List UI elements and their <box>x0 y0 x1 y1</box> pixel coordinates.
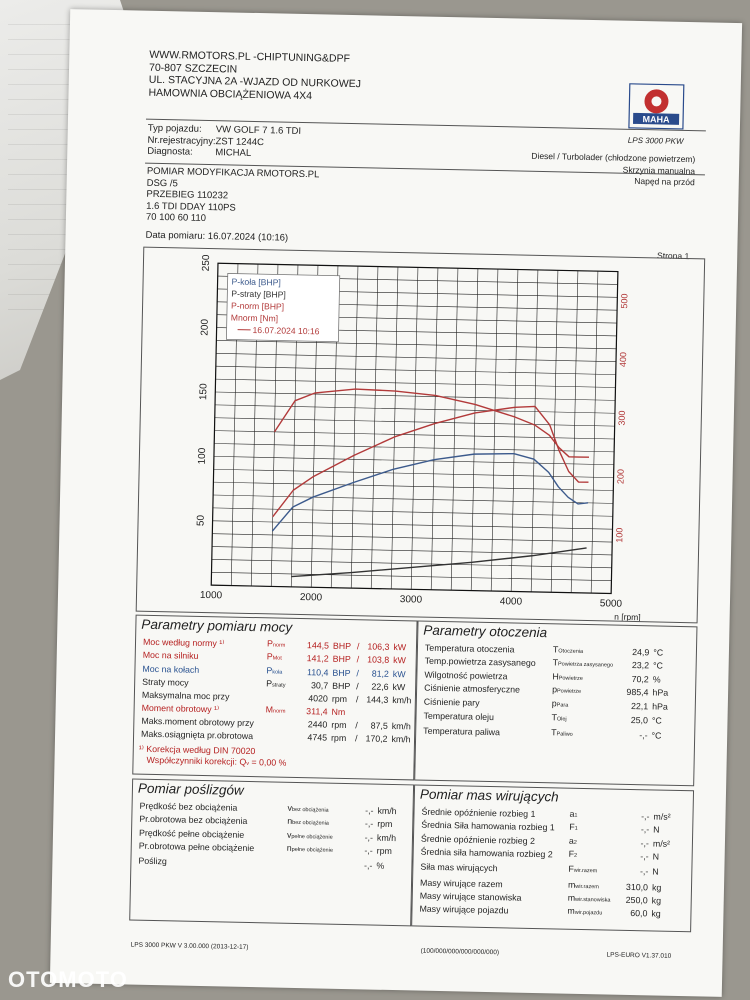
env-row-value: 70,2 <box>631 673 649 685</box>
inertia-row-label: Średnie opóźnienie rozbieg 1 <box>421 806 536 819</box>
inertia-section <box>417 787 673 922</box>
slip-row-symbol <box>285 803 345 818</box>
env-row-symbol <box>549 727 614 742</box>
slip-row-value: -,- <box>363 860 373 872</box>
inertia-row-unit: N <box>652 851 660 862</box>
env-row-symbol-subscript: Powietrze <box>558 675 583 682</box>
inertia-row-value: -,- <box>640 851 649 862</box>
env-row-symbol <box>551 644 616 659</box>
logo-text: MAHA <box>642 114 670 125</box>
grid-line-vertical <box>511 270 518 592</box>
power-row-label: Maksymalna moc przy <box>141 689 230 702</box>
company-service: HAMOWNIA OBCIĄŻENIOWA 4X4 <box>148 86 313 102</box>
legend-entry: Mnorm [Nm] <box>230 312 279 324</box>
inertia-row-symbol <box>567 835 617 849</box>
slip-row-symbol-letter: n <box>286 843 292 854</box>
inertia-row-label: Średnia siła hamowania rozbieg 2 <box>420 846 553 860</box>
y-left-tick-label: 200 <box>199 318 211 336</box>
power-row-symbol-letter: M <box>265 704 274 715</box>
slip-row-unit: rpm <box>376 845 392 857</box>
slip-row-label: Prędkość bez obciążenia <box>139 800 238 813</box>
slip-row-value: -,- <box>364 845 373 856</box>
footer-code: (100/000/000/000/000/000) <box>420 947 500 957</box>
inertia-row-symbol <box>567 822 617 836</box>
power-row-symbol-letter: P <box>266 665 273 676</box>
engine-type: Diesel / Turbolader (chłodzone powietrzem) <box>531 150 696 165</box>
power-row-value-1: 30,7 <box>310 680 329 691</box>
x-tick-label: 2000 <box>299 592 323 604</box>
company-website: WWW.RMOTORS.PL -CHIPTUNING&DPF <box>149 48 351 65</box>
env-row-unit: °C <box>651 715 662 726</box>
power-row-symbol-subscript: Mot <box>272 655 282 663</box>
power-row-value-1: 4745 <box>307 732 328 743</box>
y-right-tick-label: 400 <box>617 351 629 368</box>
slip-row-symbol-subscript: bez obciążenia <box>291 806 329 814</box>
slip-title: Pomiar poślizgów <box>137 780 244 798</box>
inertia-row-symbol-letter: a <box>568 835 574 846</box>
env-row-value: 24,9 <box>632 646 650 658</box>
slip-row-symbol <box>285 843 345 858</box>
correction-note: ¹⁾ Korekcja według DIN 70020 <box>138 744 256 757</box>
y-left-tick-label: 100 <box>196 447 209 465</box>
power-row-separator: / <box>356 654 360 665</box>
y-left-tick-label: 50 <box>195 514 207 527</box>
env-row-label: Wilgotność powietrza <box>424 669 508 682</box>
measurement-line: 70 100 60 110 <box>145 211 207 224</box>
env-row-symbol <box>550 684 615 699</box>
env-row-value: 23,2 <box>631 660 650 671</box>
x-tick-label: 1000 <box>199 589 223 602</box>
power-row-symbol <box>263 703 299 719</box>
inertia-row-symbol-subscript: wir.razem <box>573 868 598 875</box>
power-row-value-2: 81,2 <box>371 668 389 679</box>
inertia-row-value: 310,0 <box>625 881 649 892</box>
env-row-symbol-letter: T <box>551 727 557 738</box>
correction-factor-value: = 0,00 % <box>251 757 287 769</box>
power-params-table <box>139 636 415 748</box>
power-row-symbol-subscript: norm <box>272 642 286 649</box>
inertia-row-symbol-letter: m <box>567 879 576 890</box>
env-row-symbol-subscript: Powietrza zasysanego <box>557 661 614 669</box>
inertia-row-value: -,- <box>639 866 649 877</box>
env-row-symbol-subscript: Para <box>556 702 569 709</box>
inertia-table <box>417 806 672 922</box>
power-row-symbol <box>264 678 300 692</box>
grid-line-vertical <box>591 271 598 593</box>
power-row-label: Moc na silniku <box>142 650 199 662</box>
otomoto-watermark: OTOMOTO <box>8 967 128 992</box>
slip-row-value: -,- <box>364 832 374 843</box>
inertia-row-value: -,- <box>640 824 650 835</box>
measurement-line: DSG /5 <box>146 177 178 189</box>
inertia-row-unit: N <box>652 866 659 878</box>
y-right-tick-label: 200 <box>615 468 626 485</box>
power-row-value-1: 144,5 <box>306 640 330 651</box>
power-row-symbol <box>263 718 299 730</box>
registration-label: Nr.rejestracyjny: <box>147 134 216 147</box>
x-tick-label: 3000 <box>399 594 423 606</box>
correction-factor-symbol: Q <box>239 757 247 768</box>
env-row-symbol-letter: T <box>552 644 559 655</box>
power-row-separator: / <box>356 641 360 652</box>
series-line-p-norm <box>273 401 590 523</box>
env-row-label: Ciśnienie pary <box>423 696 480 708</box>
inertia-row-symbol-letter: a <box>569 808 575 819</box>
env-row-label: Temperatura paliwa <box>423 725 501 738</box>
legend-entry: P-straty [BHP] <box>231 288 286 300</box>
vehicle-type-label: Typ pojazdu: <box>147 122 202 135</box>
legend-entry: P-norm [BHP] <box>230 300 285 312</box>
inertia-row-label: Masy wirujące razem <box>419 877 503 889</box>
power-row-value-1: 4020 <box>308 692 329 704</box>
power-row-symbol-subscript: koła <box>272 669 283 676</box>
power-row-separator: / <box>356 681 359 692</box>
env-row-label: Temperatura oleju <box>423 710 495 723</box>
slip-row-unit: % <box>376 861 385 872</box>
y-right-tick-label: 300 <box>616 410 627 426</box>
env-row-symbol-letter: H <box>552 671 559 682</box>
gearbox-type: Skrzynia manualna <box>622 164 696 176</box>
inertia-title: Pomiar mas wirujących <box>419 786 559 805</box>
power-row-unit-1: BHP <box>332 667 351 678</box>
inertia-row-unit: kg <box>651 882 662 893</box>
env-row-unit: hPa <box>652 687 669 698</box>
power-row-unit-1: Nm <box>331 706 346 717</box>
diagnostician-value: MICHAL <box>215 147 252 159</box>
footer-version: LPS 3000 PKW V 3.00.000 (2013-12-17) <box>130 941 249 952</box>
power-row-symbol <box>265 652 301 666</box>
env-row-value: 22,1 <box>630 700 649 711</box>
inertia-row-unit: N <box>653 824 660 835</box>
power-row-unit-1: BHP <box>332 680 351 692</box>
grid-line-vertical <box>471 269 478 591</box>
power-row-label: Maks.osiągnięta pr.obrotowa <box>141 728 254 742</box>
inertia-row-label: Średnie opóźnienie rozbieg 2 <box>420 833 536 846</box>
x-tick-label: 4000 <box>499 596 523 608</box>
series-line-p-kola <box>272 449 589 538</box>
power-row-separator: / <box>354 733 358 744</box>
dyno-chart <box>137 248 704 623</box>
inertia-row-value: -,- <box>641 811 650 822</box>
power-row-unit-2: km/h <box>391 720 411 732</box>
grid-line-vertical <box>431 268 438 590</box>
grid-line-vertical <box>451 268 458 590</box>
inertia-row-symbol <box>567 809 617 823</box>
y-left-tick-label: 150 <box>198 383 210 401</box>
vehicle-info <box>147 123 301 161</box>
env-row-value: 985,4 <box>626 687 649 698</box>
power-row-unit-1: BHP <box>332 654 351 665</box>
x-axis-label: n [rpm] <box>614 611 641 623</box>
inertia-row-unit: kg <box>651 908 661 920</box>
inertia-row-symbol-letter: m <box>567 906 575 917</box>
env-row-symbol <box>550 671 615 686</box>
power-params-section <box>138 617 415 771</box>
power-row-unit-2: km/h <box>392 694 412 705</box>
power-row-value-2: 170,2 <box>365 733 388 745</box>
power-row-unit-2: kW <box>393 641 407 653</box>
inertia-row-value: 250,0 <box>625 894 648 906</box>
env-row-label: Temp.powietrza zasysanego <box>424 656 536 669</box>
power-row-unit-1: rpm <box>331 693 348 704</box>
maha-logo <box>624 83 689 146</box>
power-row-value-1: 110,4 <box>306 666 329 678</box>
inertia-row-label: Średnia Siła hamowania rozbieg 1 <box>421 820 555 833</box>
y-right-tick-label: 100 <box>614 527 625 543</box>
measurement-line: PRZEBIEG 110232 <box>146 188 229 202</box>
power-row-symbol <box>264 665 300 679</box>
slip-row-symbol <box>284 856 344 874</box>
power-row-symbol-letter: P <box>266 651 273 662</box>
inertia-row-unit: kg <box>651 895 662 906</box>
env-params-section <box>421 623 671 744</box>
correction-factor-label: Współczynniki korekcji: <box>146 755 238 768</box>
page-number: Strona 1 <box>656 250 690 262</box>
slip-row-value: -,- <box>364 818 374 829</box>
inertia-row-symbol <box>566 879 616 893</box>
chart-frame <box>136 247 706 624</box>
slip-row-symbol <box>285 816 345 831</box>
y-left-tick-label: 250 <box>200 254 213 272</box>
registration-value: ZST 1244C <box>215 135 265 148</box>
env-row-symbol <box>549 711 614 728</box>
power-row-value-2: 22,6 <box>371 681 389 693</box>
grid-line-vertical <box>571 271 578 593</box>
power-row-value-2 <box>360 705 390 721</box>
inertia-row-unit: m/s² <box>653 811 671 822</box>
power-row-symbol-subscript: straty <box>271 682 286 689</box>
power-row-label: Moc na kołach <box>142 663 200 675</box>
env-row-unit: °C <box>653 647 664 658</box>
diagnostician-label: Diagnosta: <box>147 145 193 158</box>
correction-factor-sub: v <box>246 761 250 768</box>
maha-logo-icon <box>628 83 685 130</box>
env-row-label: Temperatura otoczenia <box>424 642 515 655</box>
slip-row-unit: km/h <box>376 832 397 843</box>
slip-row-label: Poślizg <box>138 856 167 867</box>
slip-row-unit: rpm <box>377 819 393 830</box>
measurement-info <box>146 166 320 227</box>
legend-entry: P-koła [BHP] <box>231 276 281 288</box>
logo-label: LPS 3000 PKW <box>627 135 684 146</box>
power-row-value-2: 103,8 <box>367 654 390 666</box>
env-row-symbol-subscript: Otoczenia <box>558 648 584 655</box>
slip-row-symbol-letter: n <box>287 816 293 827</box>
measurement-date: Data pomiaru: 16.07.2024 (10:16) <box>145 229 289 244</box>
inertia-row-value: 60,0 <box>630 908 648 919</box>
env-row-symbol-subscript: Paliwo <box>556 731 573 738</box>
inertia-row-symbol-subscript: 2 <box>573 839 577 846</box>
slip-row-symbol-subscript: bez obciążenia <box>292 820 329 828</box>
power-row-value-1: 311,4 <box>306 705 328 717</box>
inertia-row-symbol-letter: F <box>568 848 575 860</box>
env-params-table <box>421 642 671 744</box>
slip-table <box>136 800 398 876</box>
power-row-separator: / <box>355 720 358 731</box>
slip-row-label: Pr.obrotowa pełne obciążenie <box>138 840 255 854</box>
x-tick-label: 5000 <box>599 598 623 610</box>
slip-row-label: Pr.obrotowa bez obciążenia <box>139 814 248 827</box>
slip-row-symbol-letter: v <box>287 802 293 813</box>
env-row-unit: % <box>652 674 661 685</box>
power-row-symbol <box>265 638 301 652</box>
inertia-row-symbol-letter: m <box>567 892 576 903</box>
power-row-symbol <box>263 730 299 746</box>
env-row-symbol-letter: T <box>551 712 558 723</box>
measurement-line: 1.6 TDI DDAY 110PS <box>146 200 236 214</box>
inertia-row-symbol-subscript: 2 <box>573 853 578 860</box>
power-row-separator: / <box>356 668 359 679</box>
power-row-value-2: 106,3 <box>367 641 390 652</box>
env-row-label: Ciśnienie atmosferyczne <box>424 682 521 695</box>
power-row-symbol-letter: P <box>266 638 274 649</box>
inertia-row-symbol <box>566 893 616 907</box>
env-row-symbol-letter: p <box>552 684 558 695</box>
power-row-unit-1: rpm <box>330 732 347 744</box>
drive-type: Napęd na przód <box>634 175 695 188</box>
env-row-symbol-letter: T <box>552 657 559 668</box>
power-row-value-1: 2440 <box>307 719 328 730</box>
power-row-separator: / <box>355 693 359 704</box>
env-row-symbol-letter: p <box>551 697 557 709</box>
inertia-row-label: Masy wirujące stanowiska <box>419 890 522 903</box>
inertia-row-symbol-subscript: 1 <box>574 826 578 833</box>
vehicle-type-value: VW GOLF 7 1.6 TDI <box>215 124 302 137</box>
env-row-symbol <box>551 658 616 673</box>
env-params-title: Parametry otoczenia <box>423 622 548 641</box>
env-row-symbol-subscript: Olej <box>556 716 567 723</box>
power-params-title: Parametry pomiaru mocy <box>141 616 293 635</box>
env-row-symbol <box>550 698 615 713</box>
power-row-unit-2: kW <box>392 668 406 680</box>
env-row-unit: °C <box>652 660 664 672</box>
power-row-symbol <box>264 692 300 704</box>
env-row-value: -,- <box>639 730 648 741</box>
inertia-row-label: Masy wirujące pojazdu <box>419 904 509 916</box>
power-row-label: Moment obrotowy ¹⁾ <box>141 702 220 715</box>
slip-section <box>136 781 399 876</box>
inertia-row-symbol-subscript: 1 <box>574 812 578 819</box>
power-row-symbol-letter: P <box>266 678 273 689</box>
power-row-unit-2 <box>390 706 413 721</box>
power-row-unit-1: BHP <box>332 640 352 652</box>
inertia-row-symbol-subscript: wir.pojazdu <box>574 910 603 917</box>
power-row-value-2: 87,5 <box>370 720 388 731</box>
legend-entry: 16.07.2024 10:16 <box>252 324 320 337</box>
grid-line-vertical <box>531 270 538 592</box>
inertia-row-symbol-subscript: wir.stanowiska <box>574 896 611 904</box>
env-row-unit: °C <box>651 730 662 741</box>
inertia-row-symbol <box>565 906 615 920</box>
power-row-label: Straty mocy <box>142 676 189 688</box>
grid-line-vertical <box>391 267 398 589</box>
vehicle-specs <box>531 151 696 189</box>
y-right-tick-label: 500 <box>619 293 630 309</box>
power-row-value-2: 144,3 <box>366 694 389 705</box>
inertia-row-symbol-letter: F <box>568 864 574 875</box>
grid-line-vertical <box>411 267 418 589</box>
power-row-value-1: 141,2 <box>306 653 329 665</box>
footer-software: LPS-EURO V1.37.010 <box>606 951 672 960</box>
slip-row-symbol <box>285 830 345 845</box>
slip-row-symbol-letter: v <box>286 829 292 840</box>
power-row-unit-2: kW <box>393 655 406 666</box>
inertia-row-value: -,- <box>640 838 650 849</box>
slip-row-value: -,- <box>365 805 374 816</box>
env-row-value: 25,0 <box>630 715 649 726</box>
measurement-line: POMIAR MODYFIKACJA RMOTORS.PL <box>146 165 320 181</box>
dyno-report-sheet <box>50 9 742 997</box>
env-row-symbol-subscript: Powietrze <box>556 688 582 696</box>
slip-row-unit: km/h <box>377 805 397 817</box>
inertia-row-symbol <box>567 849 617 863</box>
power-row-label: Moc według normy ¹⁾ <box>142 636 225 649</box>
env-row-unit: hPa <box>652 701 668 712</box>
inertia-row-symbol-subscript: wir.razem <box>575 883 599 890</box>
inertia-row-symbol <box>566 862 616 880</box>
power-row-unit-1: rpm <box>331 719 347 731</box>
inertia-row-symbol-letter: F <box>569 822 575 833</box>
inertia-row-unit: m/s² <box>652 838 671 849</box>
power-row-label: Maks.moment obrotowy przy <box>141 715 254 729</box>
grid-line-vertical <box>371 267 378 589</box>
company-header <box>148 49 361 103</box>
power-row-unit-2: kW <box>392 682 406 693</box>
inertia-row-label: Siła mas wirujących <box>420 862 498 874</box>
power-row-symbol-subscript: norm <box>272 708 286 715</box>
chart-legend <box>226 273 339 341</box>
company-street: UL. STACYJNA 2A -WJAZD OD NURKOWEJ <box>148 73 362 91</box>
slip-row-symbol-subscript: pełne obciążenie <box>291 847 333 854</box>
company-city: 70-807 SZCZECIN <box>148 61 238 76</box>
slip-row-symbol-subscript: pełne obciążenie <box>291 833 333 841</box>
grid-line-vertical <box>491 269 498 591</box>
power-row-unit-2: km/h <box>391 734 411 745</box>
grid-line-vertical <box>351 266 358 588</box>
slip-row-label: Prędkość pełne obciążenie <box>138 827 245 840</box>
